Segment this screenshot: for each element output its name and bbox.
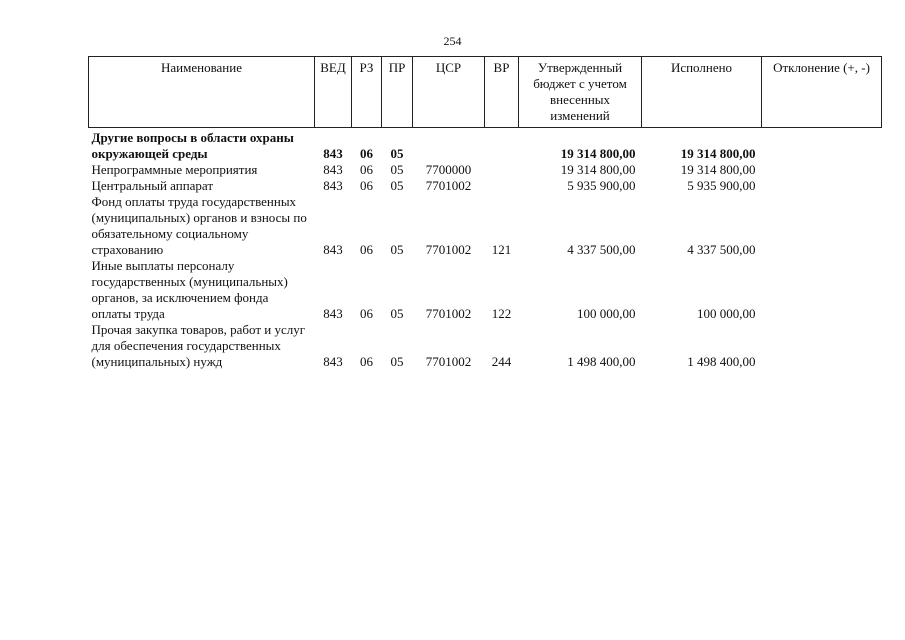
row-deviation — [762, 322, 882, 370]
row-executed: 19 314 800,00 — [680, 146, 756, 161]
row-approved: 19 314 800,00 — [560, 146, 636, 161]
row-deviation — [762, 162, 882, 178]
row-pr: 05 — [390, 354, 404, 369]
row-ved: 843 — [323, 162, 343, 177]
header-rz: РЗ — [352, 57, 382, 128]
row-name: Фонд оплаты труда государственных (муниципальных) органов и взносы по обязательному социальному страхованию — [91, 194, 307, 257]
row-csr: 7701002 — [425, 178, 472, 193]
row-rz: 06 — [360, 306, 373, 321]
row-pr: 05 — [390, 242, 404, 257]
table-row — [89, 194, 882, 258]
header-vr: ВР — [485, 57, 519, 128]
row-executed: 5 935 900,00 — [687, 178, 756, 193]
row-approved: 5 935 900,00 — [567, 178, 636, 193]
table-row — [89, 258, 882, 322]
table-header-row — [89, 57, 882, 128]
row-name: Другие вопросы в области охраны окружающей среды — [91, 130, 294, 161]
row-pr: 05 — [390, 162, 404, 177]
row-rz: 06 — [360, 242, 373, 257]
table-row — [89, 178, 882, 194]
row-approved: 1 498 400,00 — [567, 354, 636, 369]
row-rz: 06 — [360, 178, 373, 193]
row-deviation — [762, 128, 882, 163]
row-approved: 4 337 500,00 — [567, 242, 636, 257]
row-ved: 843 — [323, 354, 343, 369]
row-vr: 244 — [491, 354, 512, 369]
row-pr: 05 — [390, 178, 404, 193]
row-csr: 7701002 — [425, 306, 472, 321]
table-row — [89, 162, 882, 178]
row-ved: 843 — [323, 242, 343, 257]
row-ved: 843 — [323, 178, 343, 193]
header-deviation: Отклонение (+, -) — [762, 57, 882, 128]
table-row — [89, 128, 882, 163]
row-rz: 06 — [360, 146, 373, 161]
row-executed: 1 498 400,00 — [687, 354, 756, 369]
header-name: Наименование — [89, 57, 315, 128]
row-approved: 100 000,00 — [577, 306, 636, 321]
row-csr: 7700000 — [425, 162, 472, 177]
header-executed: Исполнено — [642, 57, 762, 128]
table-row — [89, 322, 882, 370]
row-vr: 122 — [491, 306, 512, 321]
row-executed: 4 337 500,00 — [687, 242, 756, 257]
header-approved: Утвержденный бюджет с учетом внесенных изменений — [519, 57, 642, 128]
row-ved: 843 — [323, 306, 343, 321]
row-name: Прочая закупка товаров, работ и услуг для обеспечения государственных (муниципальных) нужд — [91, 322, 306, 369]
row-vr — [485, 162, 519, 178]
row-executed: 100 000,00 — [697, 306, 756, 321]
row-name: Центральный аппарат — [91, 178, 214, 193]
row-csr: 7701002 — [425, 242, 472, 257]
row-deviation — [762, 258, 882, 322]
row-csr: 7701002 — [425, 354, 472, 369]
row-pr: 05 — [390, 146, 404, 161]
row-pr: 05 — [390, 306, 404, 321]
row-name: Иные выплаты персоналу государственных (муниципальных) органов, за исключением фонда оплаты труда — [91, 258, 288, 321]
header-pr: ПР — [382, 57, 413, 128]
page-number: 254 — [443, 34, 462, 48]
header-csr: ЦСР — [413, 57, 485, 128]
row-rz: 06 — [360, 354, 373, 369]
row-deviation — [762, 194, 882, 258]
row-name: Непрограммные мероприятия — [91, 162, 258, 177]
row-rz: 06 — [360, 162, 373, 177]
budget-table — [88, 56, 882, 370]
row-ved: 843 — [323, 146, 343, 161]
row-vr — [485, 178, 519, 194]
row-executed: 19 314 800,00 — [680, 162, 756, 177]
row-deviation — [762, 178, 882, 194]
row-vr — [485, 128, 519, 163]
row-csr — [413, 128, 485, 163]
header-ved: ВЕД — [315, 57, 352, 128]
row-vr: 121 — [491, 242, 512, 257]
row-approved: 19 314 800,00 — [560, 162, 636, 177]
